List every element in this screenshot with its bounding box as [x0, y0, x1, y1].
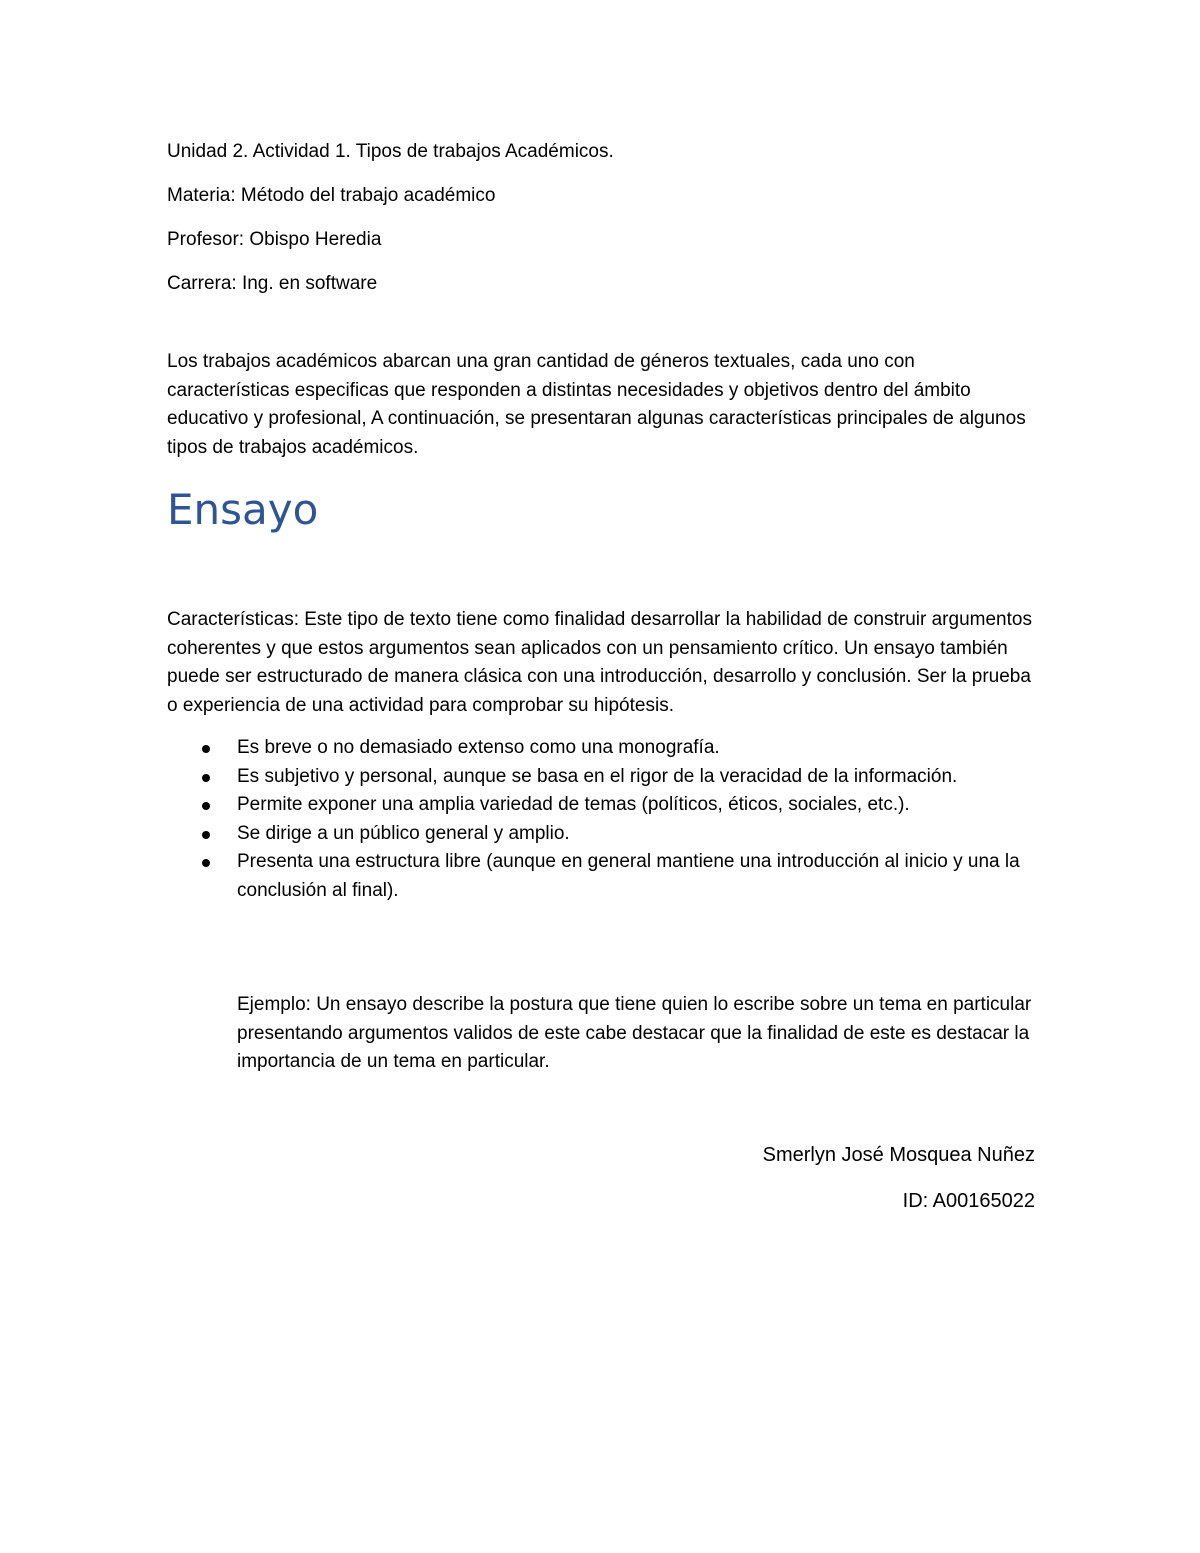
teacher-line: Profesor: Obispo Heredia [167, 229, 382, 250]
document-title: Unidad 2. Actividad 1. Tipos de trabajos Académicos. [167, 141, 614, 162]
list-item [237, 734, 1035, 763]
subject-line: Materia: Método del trabajo académico [167, 185, 496, 206]
list-item [237, 848, 1035, 905]
intro-paragraph: Los trabajos académicos abarcan una gran cantidad de géneros textuales, cada uno con características especificas que responden a distintas necesidades y objetivos dentro del ámbito educativo y profesional, A continuación, se presentaran algunas características principales de algunos tipos de trabajos académicos. [167, 351, 1026, 458]
example-paragraph: Ejemplo: Un ensayo describe la postura que tiene quien lo escribe sobre un tema en particular presentando argumentos validos de este cabe destacar que la finalidad de este es destacar la importancia de un tema en particular. [237, 994, 1032, 1072]
bullet-icon [202, 859, 210, 867]
document-body [167, 138, 1035, 1215]
list-item-text: Es subjetivo y personal, aunque se basa en el rigor de la veracidad de la información. [237, 765, 958, 787]
list-item [237, 820, 1035, 849]
list-item-text: Presenta una estructura libre (aunque en general mantiene una introducción al inicio y una la conclusión al final). [237, 851, 1020, 901]
bullet-icon [202, 831, 210, 839]
list-item-text: Permite exponer una amplia variedad de temas (políticos, éticos, sociales, etc.). [237, 794, 910, 815]
section-heading: Ensayo [167, 485, 319, 534]
characteristics-paragraph: Características: Este tipo de texto tiene como finalidad desarrollar la habilidad de construir argumentos coherentes y que estos argumentos sean aplicados con un pensamiento crítico. Un ensayo también puede ser estructurado de manera clásica con una introducción, desarrollo y conclusión. Ser la prueba o experiencia de una actividad para comprobar su hipótesis. [167, 609, 1032, 716]
list-item [237, 791, 1035, 820]
bullet-icon [202, 774, 210, 782]
list-item-text: Se dirige a un público general y amplio. [237, 822, 570, 844]
bullet-icon [202, 802, 210, 810]
author-id: ID: A00165022 [902, 1189, 1035, 1212]
list-item-text: Es breve o no demasiado extenso como una monografía. [237, 737, 720, 758]
list-item [237, 763, 1035, 792]
author-name: Smerlyn José Mosquea Nuñez [762, 1143, 1035, 1166]
characteristics-list [167, 734, 1035, 905]
career-line: Carrera: Ing. en software [167, 273, 378, 294]
bullet-icon [202, 745, 210, 753]
